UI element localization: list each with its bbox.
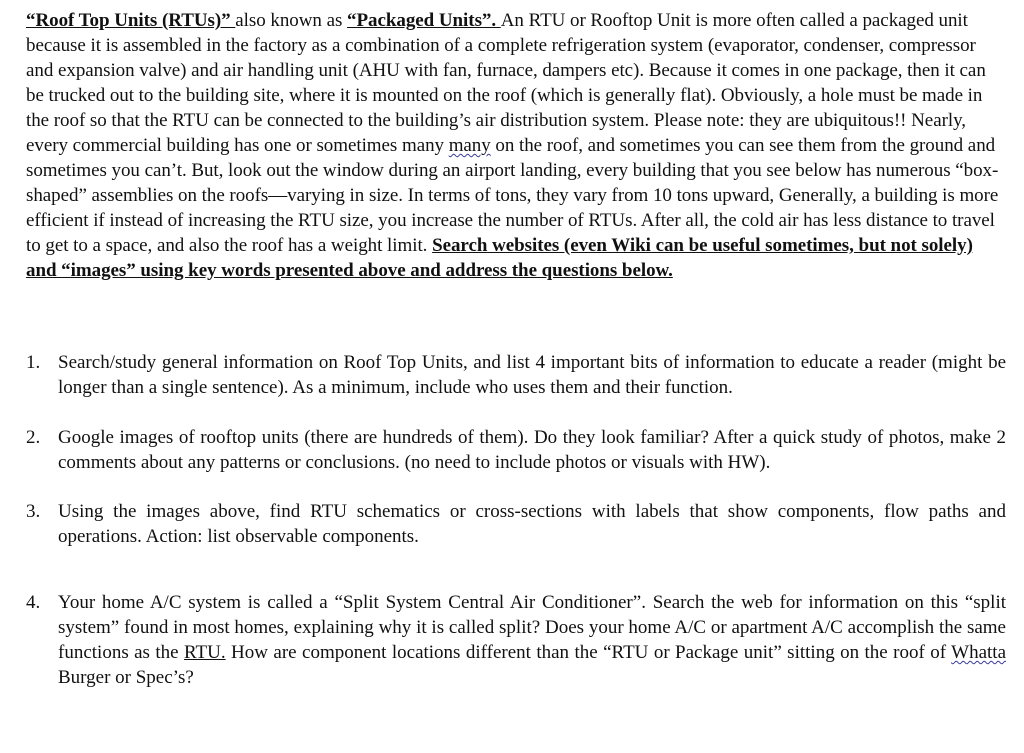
intro-text-2: An RTU or Rooftop Unit is more often called a packaged unit because it is assembled in the factory as a combination of a complete refrigeration system (evaporator, condenser, compressor and expansion valve) and air handling unit (AHU with fan, furnace, dampers etc). Because it comes in one package, then it can be trucked out to the building site, where it is mounted on the roof (which is generally flat). Obviously, a hole must be made in the roof so that the RTU can be connected to the building’s air distribution system. Please note: they are ubiquitous!! Nearly, every commercial building has one or sometimes many: [26, 10, 986, 156]
question-item-2: [26, 425, 1006, 475]
question-item-1: [26, 350, 1006, 400]
term-roof-top-units: “Roof Top Units (RTUs)”: [26, 10, 236, 31]
term-packaged-units: “Packaged Units”.: [347, 10, 501, 31]
question-item-3: [26, 499, 1006, 549]
question-list: [26, 350, 1006, 690]
intro-text-3: on the roof, and sometimes you can see them from the ground and sometimes you can’t. But, look out the window during an airport landing, every building that you see below has numerous “box-shaped” assemblies on the roofs—varying in size. In terms of tons, they vary from 10 tons upward, Generally, a building is more efficient if instead of increasing the RTU size, you increase the number of RTUs. After all, the cold air has less distance to travel to get to a space, and also the roof has a weight limit.: [26, 135, 999, 256]
document-page: [26, 8, 1006, 688]
rtu-link-text: RTU.: [184, 642, 226, 663]
question-number: 4.: [26, 592, 41, 613]
search-directive: Search websites (even Wiki can be useful sometimes, but not solely) and “images” using key words presented above and address the questions below.: [26, 235, 973, 281]
question-number: 1.: [26, 352, 41, 373]
question-text: Google images of rooftop units (there are hundreds of them). Do they look familiar? After a quick study of photos, make 2 comments about any patterns or conclusions. (no need to include photos or visuals with HW).: [58, 427, 1006, 473]
question-number: 2.: [26, 427, 41, 448]
question-text: Using the images above, find RTU schematics or cross-sections with labels that show components, flow paths and operations. Action: list observable components.: [58, 501, 1006, 547]
question-text-part: Burger or Spec’s?: [58, 667, 194, 688]
intro-paragraph: [26, 8, 1006, 283]
spellcheck-word-whatta: Whatta: [951, 642, 1006, 663]
question-text: [58, 592, 1006, 688]
question-text-part: How are component locations different than the “RTU or Package unit” sitting on the roof of: [225, 642, 952, 663]
spellcheck-word-many: many: [448, 135, 491, 156]
question-item-4: [26, 590, 1006, 690]
question-number: 3.: [26, 501, 41, 522]
question-text: Search/study general information on Roof Top Units, and list 4 important bits of information to educate a reader (might be longer than a single sentence). As a minimum, include who uses them and their function.: [58, 352, 1006, 398]
question-text-part: Your home A/C system is called a “Split System Central Air Conditioner”. Search the web for information on this “split system” found in most homes, explaining why it is called split? Does your home A/C or apartment A/C accomplish the same functions as the: [58, 592, 1006, 663]
intro-text-1: also known as: [235, 10, 348, 31]
